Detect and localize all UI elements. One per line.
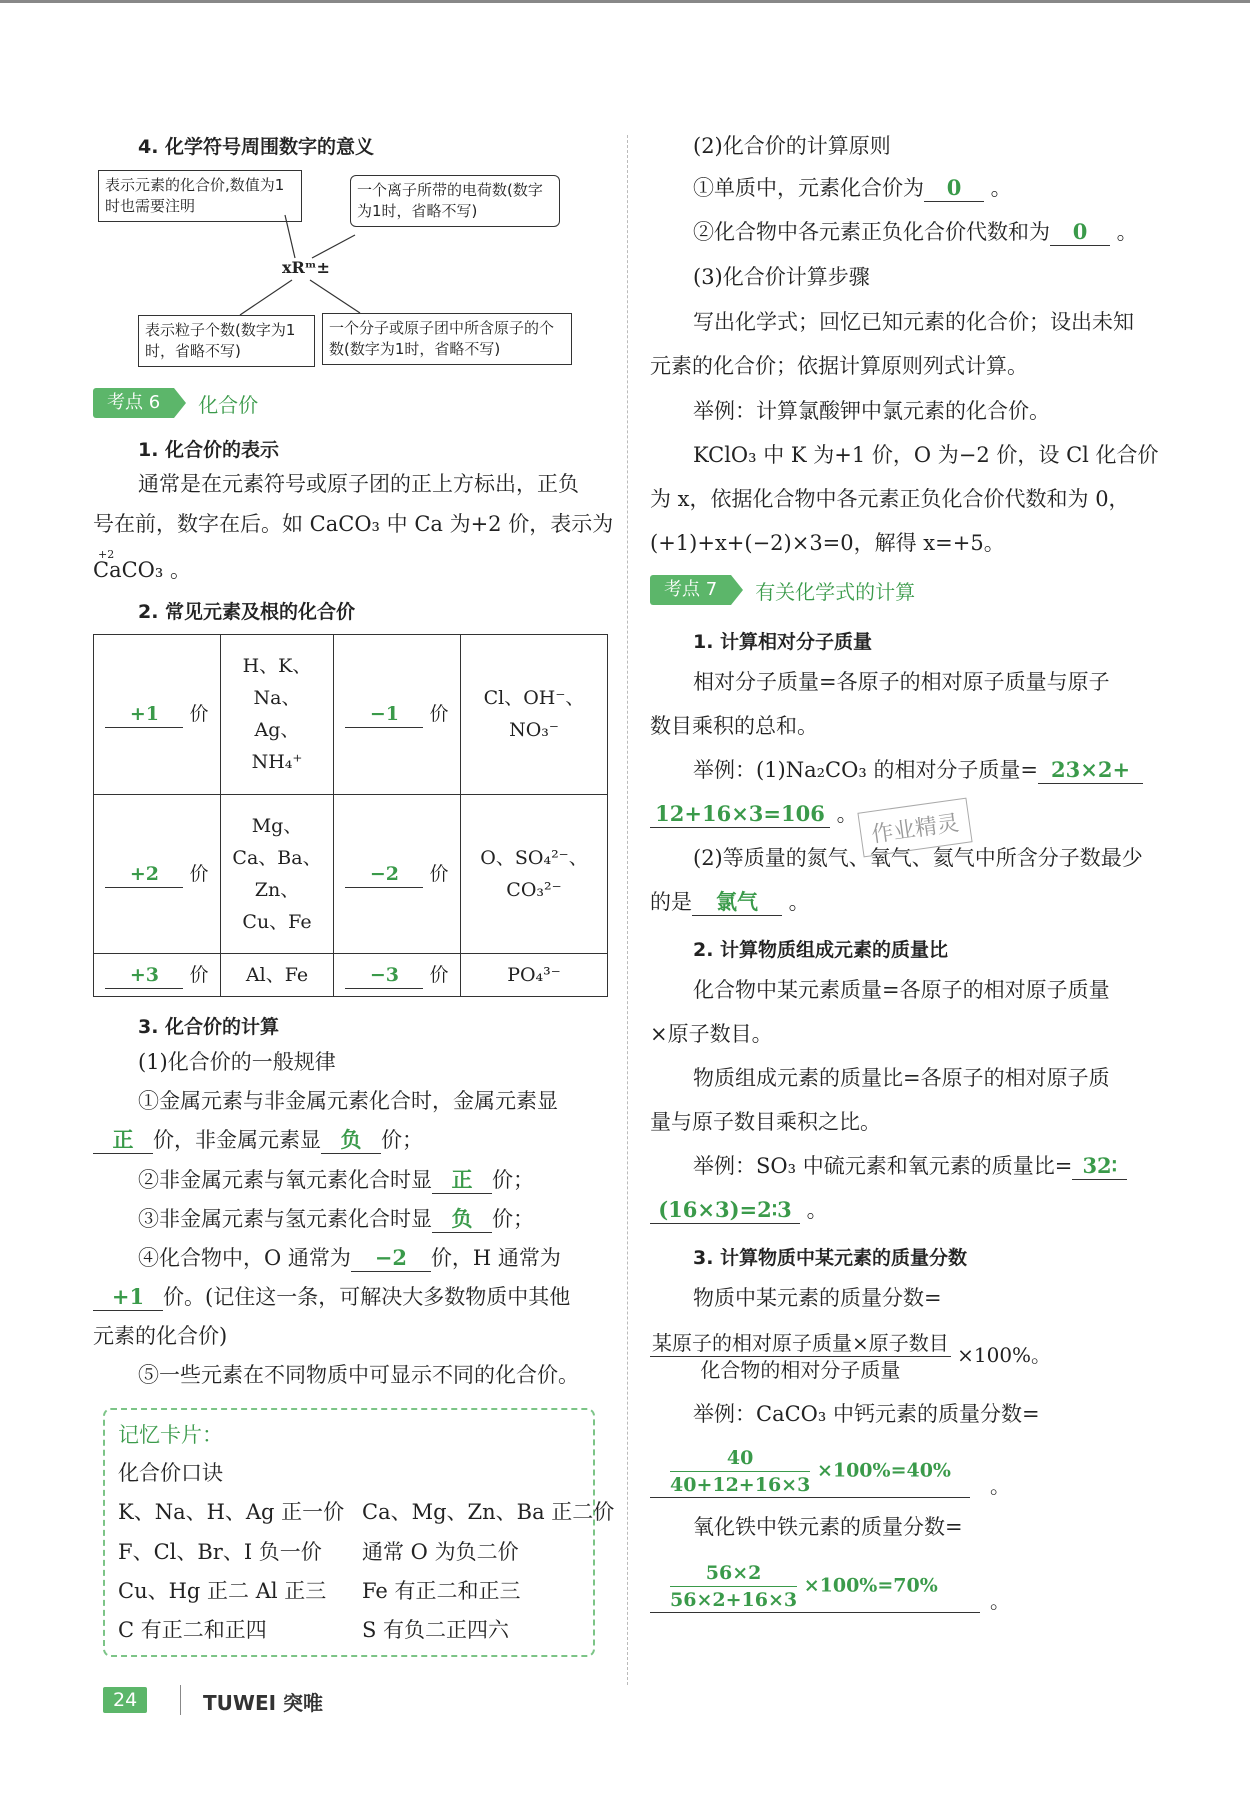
mass-1e: 的是 氯气 。 [650, 889, 810, 914]
mass-3c: 氧化铁中铁元素的质量分数= [693, 1515, 963, 1539]
table-elem-n2: O、SO₄²⁻、CO₃²⁻ [461, 794, 608, 954]
page-number: 24 [103, 1687, 147, 1713]
calc-principle-1: ①单质中，元素化合价为 0 。 [693, 175, 1012, 200]
mass-1a: 相对分子质量=各原子的相对原子质量与原子 [693, 670, 1110, 694]
valence-table: +1 价 H、K、Na、Ag、NH₄⁺ −1 价 Cl、OH⁻、NO₃⁻ +2 价 Mg、Ca、Ba、Zn、Cu、Fe −2 价 O、SO₄²⁻、CO₃²⁻ +3 价 Al、Fe −3 价 PO₄³⁻ [93, 634, 608, 997]
calc-steps-a: 写出化学式；回忆已知元素的化合价；设出未知 [693, 310, 1134, 334]
formula-numerator: 某原子的相对原子质量×原子数目 [652, 1331, 949, 1355]
table-elem-p2: Mg、Ca、Ba、Zn、Cu、Fe [221, 794, 334, 954]
kaodian-6-title: 化合价 [198, 392, 259, 417]
diagram-center-symbol: xRᵐ± [282, 258, 330, 277]
mass-1c: 举例：(1)Na₂CO₃ 的相对分子质量= 23×2+ [693, 748, 1143, 792]
mass-2e-cont: (16×3)=2∶3 。 [650, 1188, 828, 1232]
caco3-numerator: 40 [670, 1445, 810, 1472]
rule-4b: +1 价。(记住这一条，可解决大多数物质中其他 [93, 1275, 570, 1319]
table-ans-p3: +3 [105, 962, 183, 989]
memory-card-title: 记忆卡片： [118, 1423, 223, 1447]
kaodian-6-pill: 考点 6 [93, 388, 174, 418]
mass-fraction-formula: $\frac{\text{某原子的相对原子质量×原子数目}}{\text{化合物的相对分子质量}}$ ×100%。 [652, 1331, 1052, 1382]
calc-steps-b: 元素的化合价；依据计算原则列式计算。 [650, 354, 1028, 378]
para-1c-sup: +2 [98, 548, 115, 561]
mnemonic-3a: Cu、Hg 正二 Al 正三 [118, 1579, 327, 1603]
rule-general: (1)化合价的一般规律 [138, 1050, 336, 1074]
principle-1-answer: 0 [924, 175, 984, 202]
rule-1a: ①金属元素与非金属元素化合时，金属元素显 [138, 1089, 558, 1113]
para-1a: 通常是在元素符号或原子团的正上方标出，正负 [138, 472, 579, 496]
table-ans-n3: −3 [345, 962, 423, 989]
brand-logo: TUWEI 突唯 [203, 1691, 324, 1715]
diagram-box-atoms: 一个分子或原子团中所含原子的个数(数字为1时，省略不写) [322, 313, 572, 365]
kaodian-7-tag [650, 575, 915, 605]
heading-3: 3. 化合价的计算 [138, 1016, 280, 1038]
rule-2: ②非金属元素与氧元素化合时显 正 价； [138, 1167, 534, 1192]
column-divider [627, 135, 629, 1685]
para-1b: 号在前，数字在后。如 CaCO₃ 中 Ca 为+2 价，表示为 [93, 512, 614, 536]
formula-denominator: 化合物的相对分子质量 [700, 1358, 901, 1382]
calc-steps-title: (3)化合价计算步骤 [693, 265, 870, 289]
fe2o3-denominator: 56×2+16×3 [670, 1589, 798, 1611]
fe2o3-numerator: 56×2 [670, 1560, 797, 1587]
table-elem-n1: Cl、OH⁻、NO₃⁻ [461, 635, 608, 795]
stamp-watermark: 作业精灵 [857, 798, 972, 858]
fe2o3-underline [650, 1612, 980, 1613]
table-ans-n2: −2 [345, 861, 423, 888]
principle-2-answer: 0 [1050, 219, 1110, 246]
table-elem-p3: Al、Fe [221, 954, 334, 997]
rule-1-answer-2: 负 [321, 1127, 381, 1154]
rule-5: ⑤一些元素在不同物质中可显示不同的化合价。 [138, 1363, 579, 1387]
table-ans-p1: +1 [105, 701, 183, 728]
mnemonic-4b: S 有负二正四六 [362, 1618, 510, 1642]
para-1c: CaCO₃ 。 [93, 558, 191, 582]
caco3-underline [650, 1497, 970, 1498]
mass-1-answer-2: 12+16×3=106 [650, 801, 830, 828]
rule-4c: 元素的化合价) [93, 1324, 228, 1348]
mass-2c: 物质组成元素的质量比=各原子的相对原子质 [693, 1066, 1110, 1090]
mnemonic-3b: Fe 有正二和正三 [362, 1579, 521, 1603]
example-4: (+1)+x+(−2)×3=0，解得 x=+5。 [650, 531, 1005, 555]
diagram-box-count: 表示粒子个数(数字为1时，省略不写) [138, 315, 315, 367]
rule-4-answer-2: +1 [93, 1284, 163, 1311]
mass-3b: 举例：CaCO₃ 中钙元素的质量分数= [693, 1402, 1040, 1426]
mnemonic-1a: K、Na、H、Ag 正一价 [118, 1500, 345, 1524]
rule-4a: ④化合物中，O 通常为 −2 价，H 通常为 [138, 1245, 561, 1270]
example-3: 为 x，依据化合物中各元素正负化合价代数和为 0， [650, 487, 1130, 511]
mass-3a: 物质中某元素的质量分数= [693, 1286, 942, 1310]
table-elem-p1: H、K、Na、Ag、NH₄⁺ [221, 635, 334, 795]
rule-3-answer: 负 [432, 1206, 492, 1233]
caco3-denominator: 40+12+16×3 [670, 1474, 811, 1496]
mass-heading-1: 1. 计算相对分子质量 [693, 631, 873, 653]
mass-1-answer-1: 23×2+ [1038, 757, 1143, 784]
mnemonic-2a: F、Cl、Br、I 负一价 [118, 1540, 322, 1564]
mass-2-answer-2: (16×3)=2∶3 [650, 1197, 800, 1224]
caco3-fraction: $\frac{40}{40+12+16\times 3}$ ×100%=40% [670, 1447, 951, 1496]
mass-1b: 数目乘积的总和。 [650, 714, 818, 738]
mass-2b: ×原子数目。 [650, 1022, 773, 1046]
example-1: 举例：计算氯酸钾中氯元素的化合价。 [693, 399, 1050, 423]
mass-1e-answer: 氯气 [692, 889, 782, 916]
mass-heading-2: 2. 计算物质组成元素的质量比 [693, 939, 949, 961]
mass-1d: (2)等质量的氮气、氧气、氦气中所含分子数最少 [693, 846, 1143, 870]
rule-3: ③非金属元素与氢元素化合时显 负 价； [138, 1206, 534, 1231]
diagram-box-charge: 一个离子所带的电荷数(数字为1时，省略不写) [350, 175, 560, 227]
caco3-period: 。 [990, 1474, 1010, 1498]
calc-principle-title: (2)化合价的计算原则 [693, 134, 891, 158]
section-4-title: 4. 化学符号周围数字的意义 [138, 136, 375, 158]
calc-principle-2: ②化合物中各元素正负化合价代数和为 0 。 [693, 219, 1138, 244]
memory-card-subtitle: 化合价口诀 [118, 1461, 223, 1485]
page-divider [180, 1685, 181, 1715]
table-elem-n3: PO₄³⁻ [461, 954, 608, 997]
mnemonic-2b: 通常 O 为负二价 [362, 1540, 519, 1564]
rule-4-answer-1: −2 [351, 1245, 431, 1272]
kaodian-7-pill: 考点 7 [650, 575, 731, 605]
diagram-box-valence: 表示元素的化合价,数值为1时也需要注明 [98, 170, 302, 222]
mass-2a: 化合物中某元素质量=各原子的相对原子质量 [693, 978, 1110, 1002]
mass-heading-3: 3. 计算物质中某元素的质量分数 [693, 1247, 968, 1269]
rule-1b: 正 价，非金属元素显 负 价； [93, 1118, 423, 1162]
fe2o3-period: 。 [990, 1589, 1010, 1613]
table-ans-p2: +2 [105, 861, 183, 888]
mass-2-answer-1: 32∶ [1072, 1153, 1127, 1180]
fe2o3-fraction: $\frac{56\times 2}{56\times 2+16\times 3}$ ×100%=70% [670, 1562, 938, 1611]
mnemonic-4a: C 有正二和正四 [118, 1618, 267, 1642]
example-2: KClO₃ 中 K 为+1 价，O 为−2 价，设 Cl 化合价 [693, 443, 1159, 467]
mass-2d: 量与原子数目乘积之比。 [650, 1110, 881, 1134]
table-ans-n1: −1 [345, 701, 423, 728]
mass-2e: 举例：SO₃ 中硫元素和氧元素的质量比= 32∶ [693, 1144, 1127, 1188]
rule-2-answer: 正 [432, 1167, 492, 1194]
heading-1: 1. 化合价的表示 [138, 439, 280, 461]
rule-1-answer-1: 正 [93, 1127, 153, 1154]
kaodian-6-tag [93, 388, 258, 418]
diagram-connectors [0, 0, 620, 380]
kaodian-7-title: 有关化学式的计算 [755, 579, 916, 604]
mass-1c-cont: 12+16×3=106 。 [650, 792, 858, 836]
mnemonic-1b: Ca、Mg、Zn、Ba 正二价 [362, 1500, 615, 1524]
heading-2: 2. 常见元素及根的化合价 [138, 601, 356, 623]
